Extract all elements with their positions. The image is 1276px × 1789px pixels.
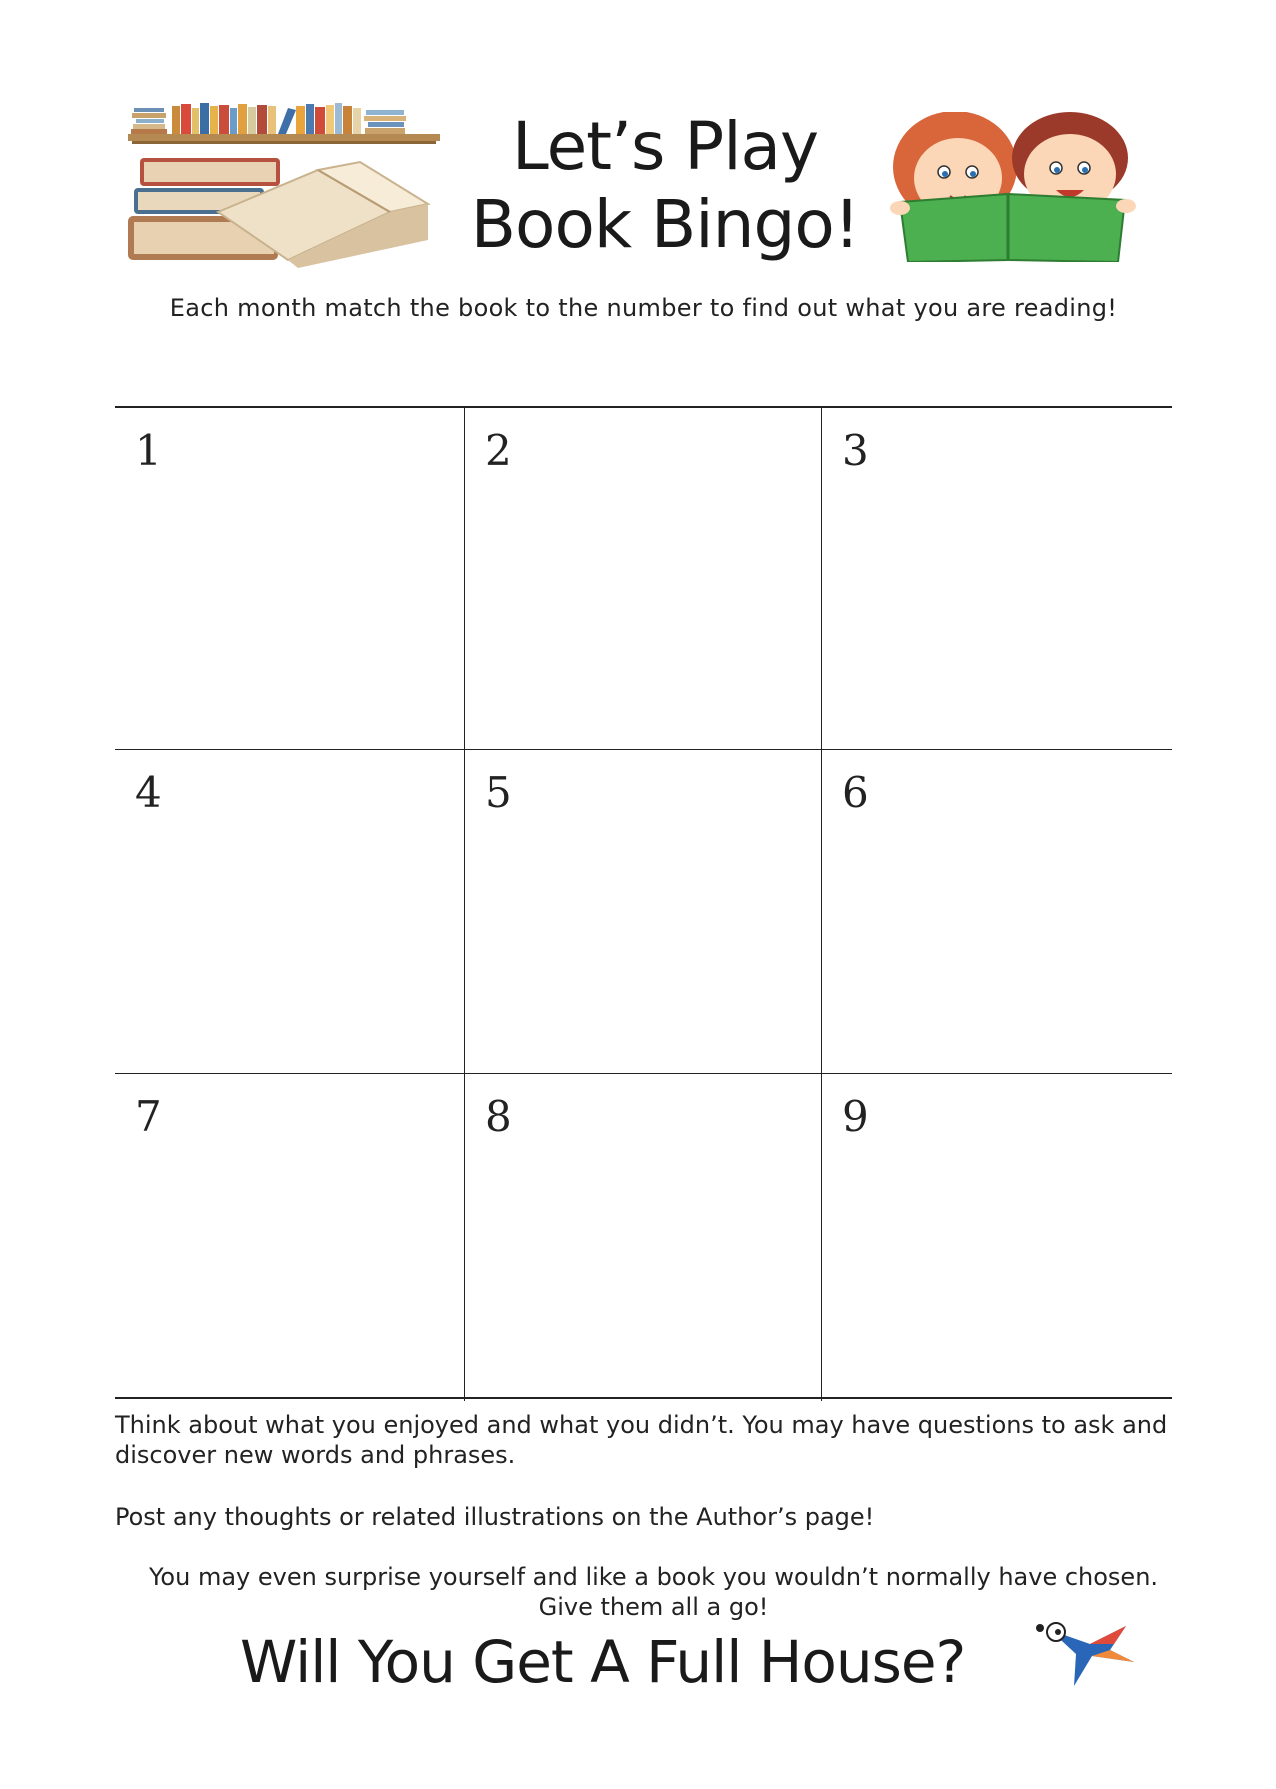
reflection-paragraph: Think about what you enjoyed and what you didn’t. You may have questions to ask and discover new words and phrases.	[115, 1411, 1168, 1469]
bingo-cell[interactable]	[115, 750, 465, 1074]
encouragement-line-2: Give them all a go!	[538, 1593, 769, 1621]
bingo-cell[interactable]	[822, 408, 1172, 750]
cell-number: 3	[842, 426, 869, 475]
bingo-cell[interactable]	[115, 1074, 465, 1401]
books-icon	[128, 100, 448, 270]
bingo-cell[interactable]	[115, 408, 465, 750]
bingo-cell[interactable]	[465, 750, 822, 1074]
cell-number: 8	[485, 1092, 512, 1141]
cell-number: 2	[485, 426, 512, 475]
bingo-cell[interactable]	[822, 1074, 1172, 1401]
cell-number: 5	[485, 768, 512, 817]
cell-number: 1	[135, 426, 162, 475]
page-title	[455, 108, 875, 264]
title-line-2: Book Bingo!	[470, 186, 860, 263]
bird-icon	[1030, 1610, 1140, 1690]
cell-number: 4	[135, 768, 162, 817]
bingo-cell[interactable]	[822, 750, 1172, 1074]
encouragement-line-1: You may even surprise yourself and like a book you wouldn’t normally have chosen.	[148, 1563, 1159, 1591]
cell-number: 7	[135, 1092, 162, 1141]
title-line-1: Let’s Play	[511, 108, 819, 185]
children-reading-icon	[880, 112, 1150, 262]
bingo-cell[interactable]	[465, 408, 822, 750]
post-thoughts-paragraph: Post any thoughts or related illustrations on the Author’s page!	[115, 1503, 875, 1531]
bingo-cell[interactable]	[465, 1074, 822, 1401]
footer-title: Will You Get A Full House?	[240, 1628, 966, 1696]
cell-number: 9	[842, 1092, 869, 1141]
encouragement-paragraph	[125, 1562, 1182, 1622]
cell-number: 6	[842, 768, 869, 817]
instructions-text: Each month match the book to the number to find out what you are reading!	[169, 294, 1118, 322]
bingo-grid	[115, 406, 1172, 1399]
